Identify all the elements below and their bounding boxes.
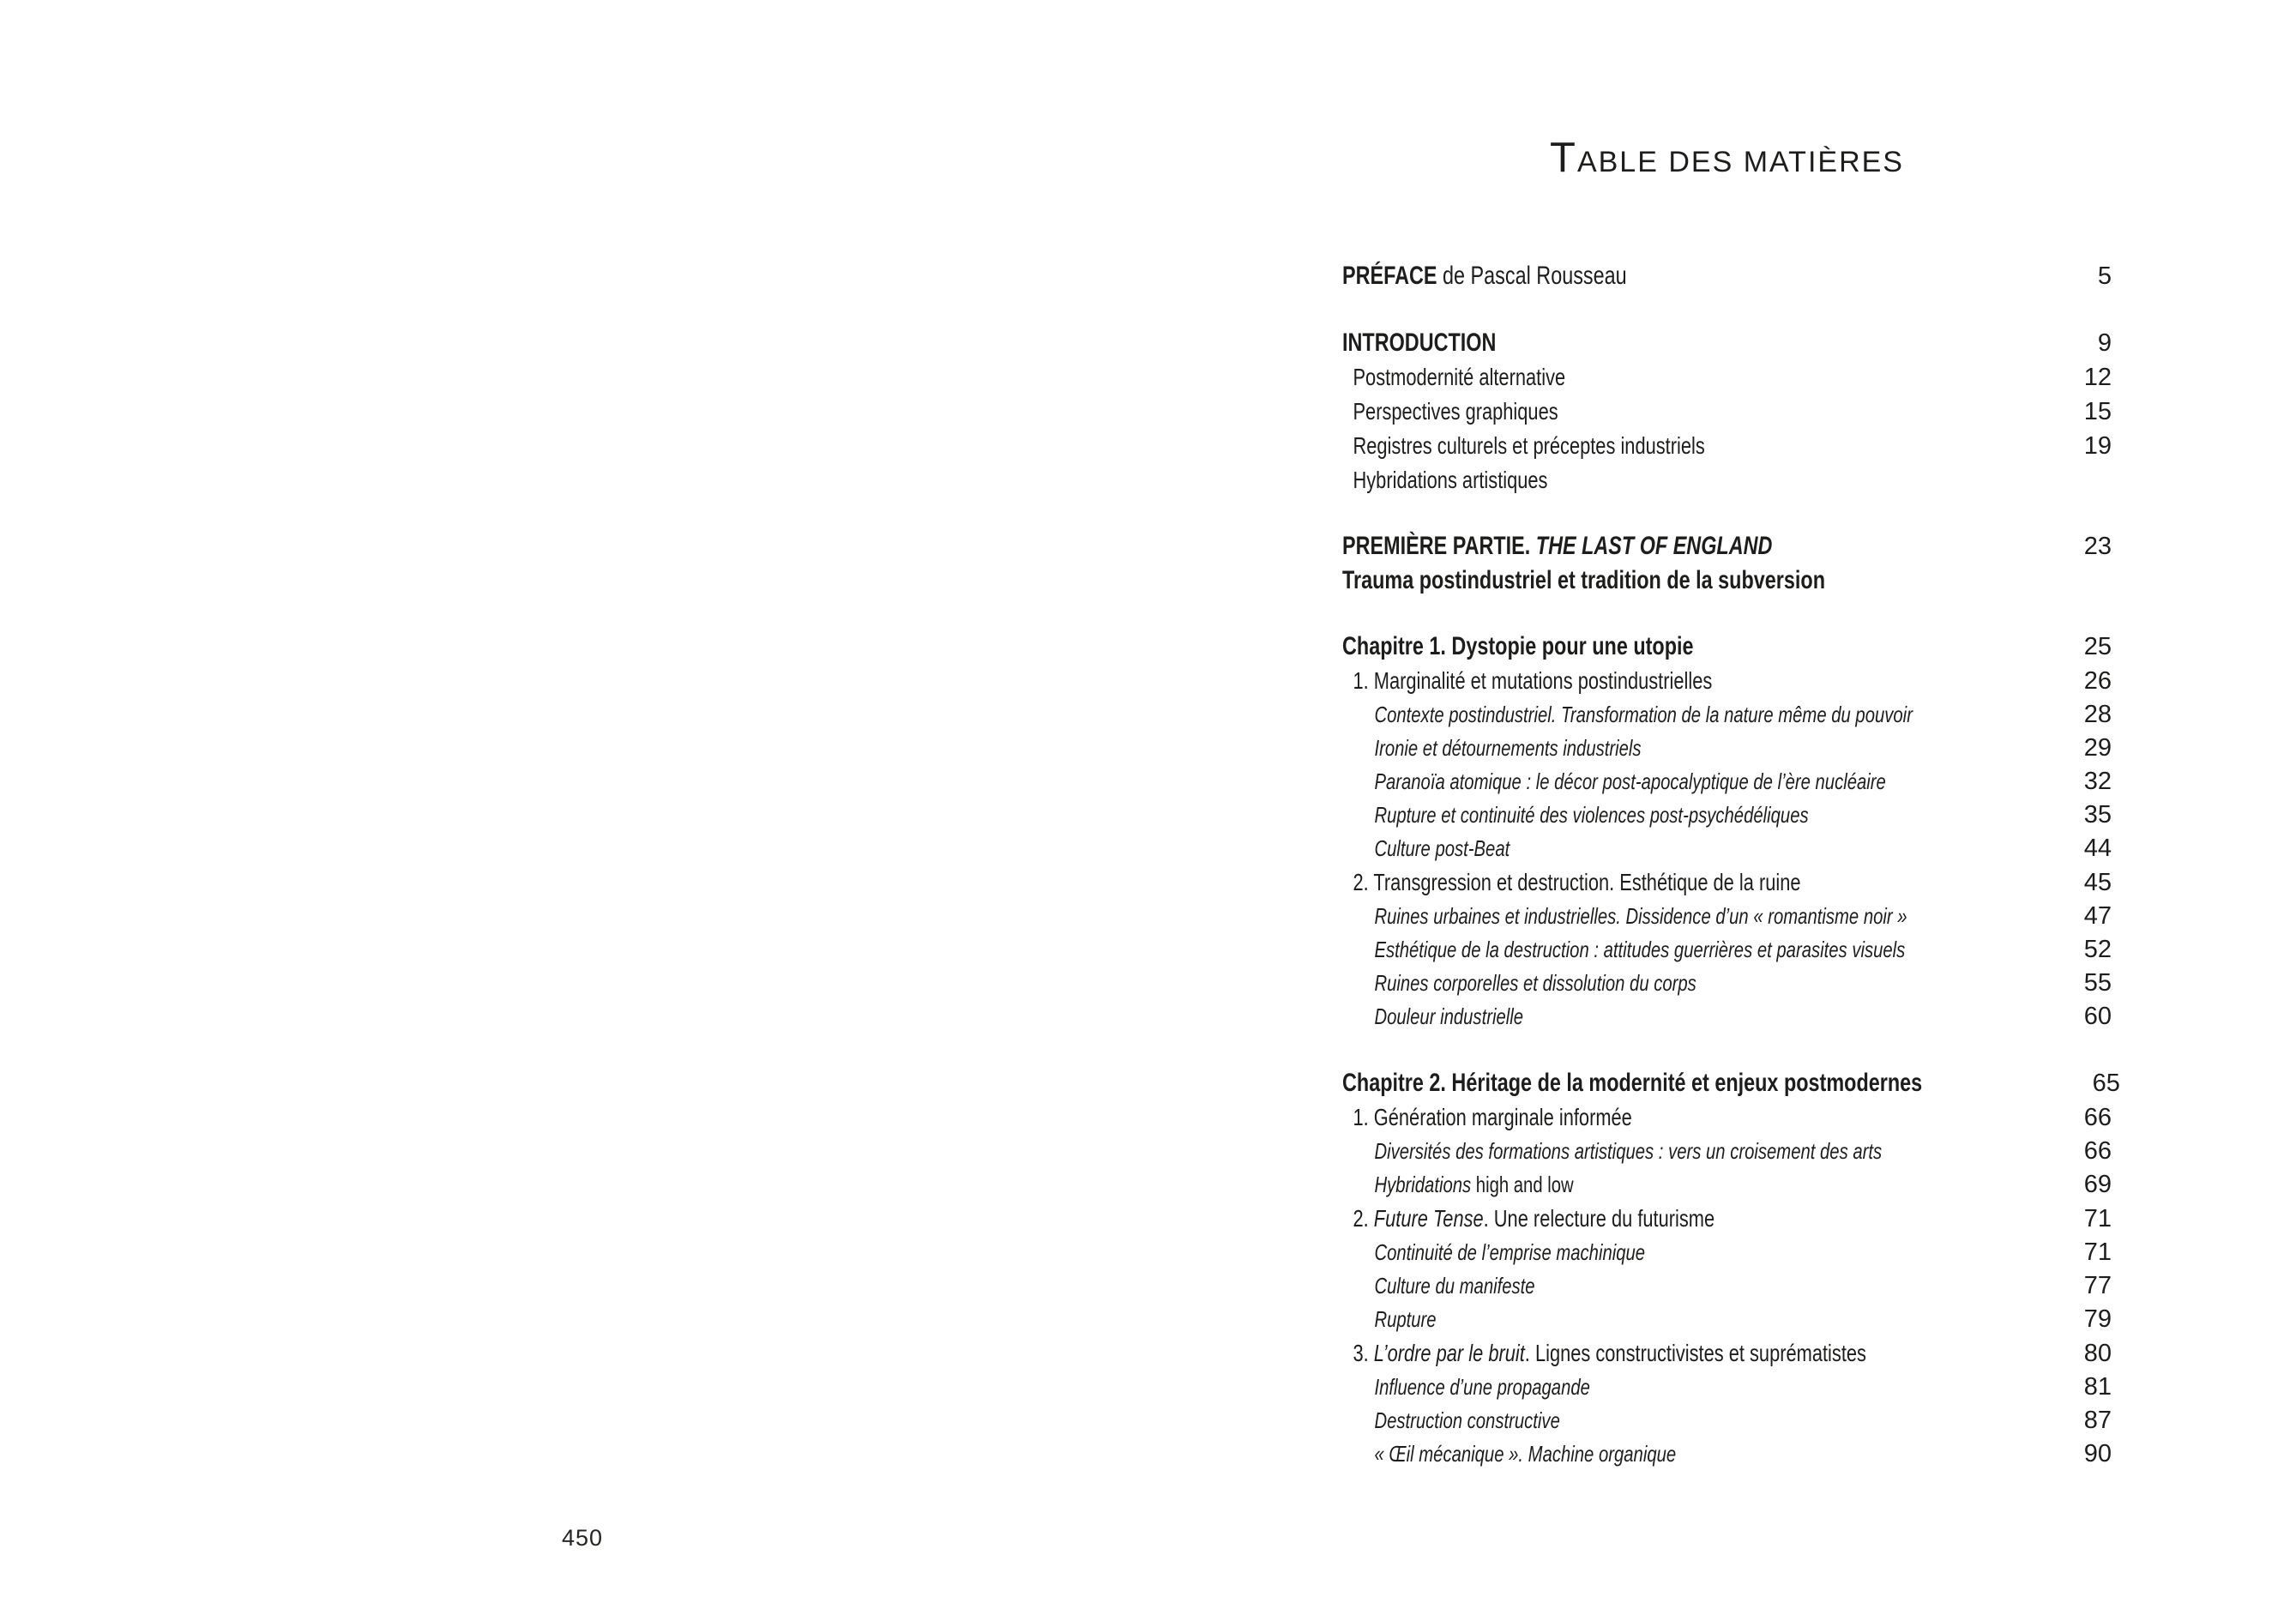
toc-entry-page-number: 35 bbox=[2083, 801, 2112, 829]
toc-entry bbox=[1342, 798, 2112, 832]
toc-entry-title-segment: Postmodernité alternative bbox=[1353, 364, 1566, 390]
toc-entry bbox=[1342, 832, 2112, 865]
toc-entry-page-number: 28 bbox=[2083, 701, 2112, 728]
toc-entry-title-segment: Rupture bbox=[1374, 1306, 1437, 1332]
toc-entry-title-segment: Future Tense bbox=[1373, 1205, 1484, 1232]
folio-page-number: 450 bbox=[562, 1525, 604, 1551]
toc-entry-page-number: 15 bbox=[2083, 398, 2112, 425]
toc-entry-title-segment: Destruction constructive bbox=[1374, 1407, 1560, 1433]
toc-entry-page-number: 71 bbox=[2083, 1205, 2112, 1232]
toc-entry bbox=[1342, 933, 2112, 967]
toc-entry-title-segment: Diversités des formations artistiques : vers un croisement des arts bbox=[1374, 1138, 1883, 1164]
toc-entry-page-number: 66 bbox=[2083, 1137, 2112, 1165]
toc-entry-title bbox=[1342, 967, 1915, 1000]
toc-entry-page-number: 12 bbox=[2083, 364, 2112, 391]
toc-entry bbox=[1342, 1437, 2112, 1471]
toc-entry-title bbox=[1342, 1168, 1915, 1202]
toc-entry bbox=[1342, 1336, 2112, 1371]
toc-entry bbox=[1342, 1236, 2112, 1269]
toc-entry-title bbox=[1342, 933, 1915, 967]
toc-entry-title-segment: de Pascal Rousseau bbox=[1443, 262, 1627, 290]
toc-entry-page-number: 65 bbox=[2092, 1070, 2120, 1097]
toc-entry-title-segment: Trauma postindustriel et tradition de la subversion bbox=[1342, 566, 1826, 594]
toc-entry-page-number: 9 bbox=[2097, 329, 2112, 357]
toc-entry-title bbox=[1342, 529, 1915, 563]
toc-entry-title-segment: Ruines urbaines et industrielles. Dissidence d’un « romantisme noir » bbox=[1374, 903, 1907, 929]
toc-entry-title bbox=[1342, 429, 1915, 462]
toc-entry bbox=[1342, 1202, 2112, 1236]
toc-entry bbox=[1342, 563, 2112, 597]
toc-entry-title bbox=[1342, 832, 1915, 865]
toc-entry-page-number: 52 bbox=[2083, 936, 2112, 963]
toc-entry-page-number: 29 bbox=[2083, 734, 2112, 762]
toc-entry-title bbox=[1342, 698, 1915, 732]
toc-entry-title-segment: Perspectives graphiques bbox=[1353, 398, 1558, 425]
toc-entry bbox=[1342, 529, 2112, 563]
toc-entry bbox=[1342, 1168, 2112, 1202]
toc-entry bbox=[1342, 1000, 2112, 1033]
toc-entry-title bbox=[1342, 1336, 1915, 1370]
toc-entry-title bbox=[1342, 1236, 1915, 1269]
toc-entry-page-number: 81 bbox=[2083, 1373, 2112, 1401]
toc-entry-title-segment: Ruines corporelles et dissolution du corps bbox=[1374, 970, 1696, 996]
toc-entry-title bbox=[1342, 1437, 1915, 1471]
toc-entry bbox=[1342, 732, 2112, 765]
toc-entry-title bbox=[1342, 360, 1915, 394]
toc-entry-title-segment: Chapitre 1. Dystopie pour une utopie bbox=[1342, 632, 1694, 660]
toc-entry-page-number: 44 bbox=[2083, 835, 2112, 862]
toc-entry-title bbox=[1342, 1066, 1922, 1100]
toc-entry bbox=[1342, 698, 2112, 732]
toc-entry bbox=[1342, 765, 2112, 798]
page-title: TABLE DES MATIÈRES bbox=[1550, 135, 1904, 181]
toc-entry-title-segment: Chapitre 2. Héritage de la modernité et enjeux postmodernes bbox=[1342, 1069, 1923, 1097]
toc-entry-title-segment: Hybridations artistiques bbox=[1353, 467, 1548, 493]
toc-entry bbox=[1342, 360, 2112, 395]
toc-entry-title-segment: Hybridations bbox=[1374, 1172, 1472, 1197]
toc-entry-title bbox=[1342, 563, 1915, 597]
toc-entry-page-number: 5 bbox=[2097, 262, 2112, 290]
toc-entry bbox=[1342, 1269, 2112, 1303]
toc-entry-title-segment: . Une relecture du futurisme bbox=[1483, 1205, 1715, 1232]
toc-entry-title-segment: 2. Transgression et destruction. Esthétique de la ruine bbox=[1353, 869, 1801, 895]
toc-entry-page-number: 87 bbox=[2083, 1407, 2112, 1434]
toc-entry bbox=[1342, 1100, 2112, 1135]
toc-entry-title bbox=[1342, 1269, 1915, 1303]
toc-entry bbox=[1342, 630, 2112, 664]
toc-entry-page-number: 60 bbox=[2083, 1003, 2112, 1030]
toc-entry-title bbox=[1342, 1202, 1915, 1235]
toc-entry bbox=[1342, 429, 2112, 463]
toc-entry-title bbox=[1342, 798, 1915, 832]
toc-entry-title-segment: Registres culturels et préceptes industriels bbox=[1353, 432, 1705, 459]
toc-entry-title-segment: THE LAST OF ENGLAND bbox=[1535, 532, 1773, 560]
toc-entry bbox=[1342, 1371, 2112, 1404]
toc-entry-title-segment: Ironie et détournements industriels bbox=[1374, 735, 1642, 761]
toc-entry-title bbox=[1342, 1404, 1915, 1437]
toc-entry bbox=[1342, 1404, 2112, 1437]
toc-entry-title bbox=[1342, 259, 1915, 292]
toc-entry-title bbox=[1342, 1135, 1915, 1168]
toc-entry-title-segment: Continuité de l’emprise machinique bbox=[1374, 1239, 1646, 1265]
toc-entry-title bbox=[1342, 1000, 1915, 1033]
toc-entry-page-number: 45 bbox=[2083, 869, 2112, 896]
toc-entry-title-segment: 1. Marginalité et mutations postindustrielles bbox=[1353, 667, 1713, 694]
toc-entry-title bbox=[1342, 630, 1915, 663]
toc-entry-title-segment: INTRODUCTION bbox=[1342, 328, 1497, 357]
toc-entry-page-number: 32 bbox=[2083, 768, 2112, 795]
toc-entry-title bbox=[1342, 865, 1915, 899]
toc-entry-title-segment: PRÉFACE bbox=[1342, 262, 1443, 290]
toc-entry-title-segment: Paranoïa atomique : le décor post-apocalyptique de l’ère nucléaire bbox=[1374, 768, 1886, 794]
toc-entry bbox=[1342, 967, 2112, 1000]
toc-entry bbox=[1342, 259, 2112, 293]
toc-entry-page-number: 71 bbox=[2083, 1238, 2112, 1266]
toc-entry-title-segment: Contexte postindustriel. Transformation de la nature même du pouvoir bbox=[1374, 702, 1913, 727]
toc-entry-title-segment: high and low bbox=[1471, 1172, 1574, 1197]
toc-entry bbox=[1342, 1303, 2112, 1336]
toc-list bbox=[1342, 259, 2120, 1471]
toc-entry-title-segment: L’ordre par le bruit bbox=[1373, 1340, 1525, 1366]
toc-entry-page-number: 55 bbox=[2083, 969, 2112, 997]
toc-entry-page-number: 25 bbox=[2083, 633, 2112, 660]
toc-entry-page-number: 80 bbox=[2083, 1340, 2112, 1367]
toc-entry bbox=[1342, 900, 2112, 933]
toc-entry bbox=[1342, 463, 2112, 497]
toc-entry-page-number: 19 bbox=[2083, 432, 2112, 460]
toc-entry bbox=[1342, 1066, 2120, 1100]
toc-entry-title-segment: « Œil mécanique ». Machine organique bbox=[1374, 1441, 1677, 1467]
toc-entry-page-number: 47 bbox=[2083, 902, 2112, 930]
toc-entry-title-segment: Douleur industrielle bbox=[1374, 1003, 1524, 1029]
toc-entry-title bbox=[1342, 395, 1915, 428]
toc-entry-page-number: 26 bbox=[2083, 667, 2112, 695]
toc-entry-page-number: 69 bbox=[2083, 1171, 2112, 1198]
toc-entry-title-segment: PREMIÈRE PARTIE. bbox=[1342, 532, 1536, 560]
toc-entry bbox=[1342, 1135, 2112, 1168]
toc-entry-title-segment: Rupture et continuité des violences post-psychédéliques bbox=[1374, 802, 1809, 828]
toc-entry bbox=[1342, 326, 2112, 360]
toc-entry bbox=[1342, 395, 2112, 429]
toc-entry-title bbox=[1342, 463, 1915, 497]
toc-entry bbox=[1342, 865, 2112, 900]
toc-entry-page-number: 90 bbox=[2083, 1440, 2112, 1467]
toc-entry-title-segment: Culture post-Beat bbox=[1374, 835, 1510, 861]
toc-entry-title-segment: . Lignes constructivistes et suprématistes bbox=[1524, 1340, 1866, 1366]
toc-entry-page-number: 77 bbox=[2083, 1272, 2112, 1299]
toc-entry-page-number: 79 bbox=[2083, 1305, 2112, 1333]
toc-entry-page-number: 66 bbox=[2083, 1104, 2112, 1131]
toc-entry-title-segment: 1. Génération marginale informée bbox=[1353, 1104, 1632, 1130]
toc-entry-title bbox=[1342, 732, 1915, 765]
toc-entry bbox=[1342, 664, 2112, 698]
toc-entry-title bbox=[1342, 1100, 1915, 1134]
toc-entry-title bbox=[1342, 900, 1915, 933]
toc-entry-title bbox=[1342, 1303, 1915, 1336]
toc-entry-title bbox=[1342, 326, 1915, 359]
toc-entry-title-segment: 2. bbox=[1353, 1205, 1374, 1232]
toc-entry-page-number: 23 bbox=[2083, 533, 2112, 560]
toc-entry-title-segment: Esthétique de la destruction : attitudes guerrières et parasites visuels bbox=[1374, 937, 1906, 962]
toc-entry-title bbox=[1342, 664, 1915, 697]
toc-entry-title-segment: Influence d’une propagande bbox=[1374, 1374, 1590, 1400]
toc-entry-title-segment: Culture du manifeste bbox=[1374, 1273, 1535, 1299]
toc-entry-title bbox=[1342, 765, 1915, 798]
toc-entry-title-segment: 3. bbox=[1353, 1340, 1374, 1366]
toc-entry-title bbox=[1342, 1371, 1915, 1404]
